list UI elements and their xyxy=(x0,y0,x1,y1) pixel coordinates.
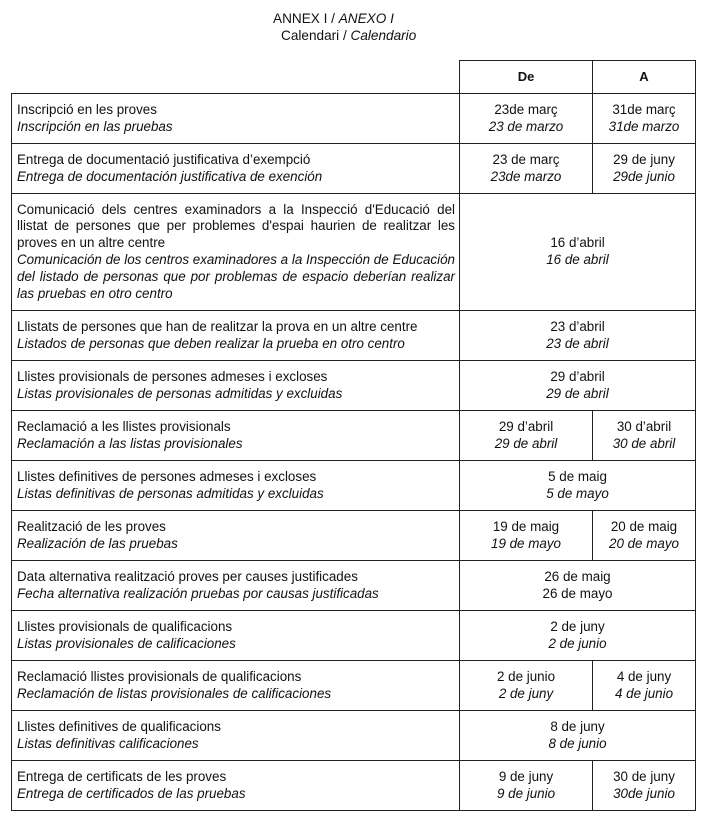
to-date-cell xyxy=(593,511,696,561)
from-date-cell xyxy=(460,761,593,811)
table-row xyxy=(12,361,696,411)
table-header-row xyxy=(12,61,696,94)
activity-cell xyxy=(12,711,460,761)
activity-es: Comunicación de los centros examinadores a la Inspección de Educación del listado de personas que por problemas de espacio deberían realizar las pruebas en otro centro xyxy=(17,252,455,301)
to-date-cell xyxy=(593,94,696,144)
from-date-ca: 23 de març xyxy=(492,151,560,167)
table-row xyxy=(12,144,696,194)
from-date-es: 9 de junio xyxy=(496,785,556,801)
date-cell xyxy=(460,711,696,761)
table-row xyxy=(12,611,696,661)
date-cell xyxy=(460,194,696,311)
from-date-es: 23 de marzo xyxy=(488,118,564,134)
date-es: 23 de abril xyxy=(546,335,609,351)
to-date-es: 29de junio xyxy=(613,168,675,184)
annex-heading xyxy=(273,10,394,27)
to-date-cell xyxy=(593,411,696,461)
table-row xyxy=(12,461,696,511)
activity-cell xyxy=(12,361,460,411)
activity-cell xyxy=(12,761,460,811)
header-to: A xyxy=(593,61,696,94)
activity-cell xyxy=(12,311,460,361)
activity-ca: Entrega de documentació justificativa d’exempció xyxy=(17,151,311,167)
to-date-ca: 31de març xyxy=(612,101,676,117)
calendar-heading xyxy=(281,27,416,44)
from-date-ca: 19 de maig xyxy=(492,518,560,534)
activity-ca: Llistats de persones que han de realitzar la prova en un altre centre xyxy=(17,318,418,334)
date-ca: 26 de maig xyxy=(544,568,611,584)
activity-es: Fecha alternativa realización pruebas por causas justificadas xyxy=(17,585,379,601)
calendar-heading-ca: Calendari / xyxy=(281,28,351,43)
date-ca: 29 d’abril xyxy=(550,368,605,384)
activity-cell xyxy=(12,611,460,661)
date-cell xyxy=(460,311,696,361)
annex-heading-es: ANEXO I xyxy=(338,11,394,26)
table-row xyxy=(12,311,696,361)
activity-es: Listas provisionales de calificaciones xyxy=(17,635,236,651)
date-es: 26 de mayo xyxy=(542,585,613,601)
to-date-ca: 29 de juny xyxy=(613,151,675,167)
to-date-ca: 20 de maig xyxy=(610,518,678,534)
from-date-es: 19 de mayo xyxy=(491,535,561,551)
date-cell xyxy=(460,561,696,611)
calendar-heading-es: Calendario xyxy=(350,28,417,43)
date-ca: 23 d’abril xyxy=(550,318,605,334)
activity-ca: Llistes definitives de persones admeses i excloses xyxy=(17,468,317,484)
table-row xyxy=(12,511,696,561)
date-es: 2 de junio xyxy=(548,635,607,651)
activity-ca: Entrega de certificats de les proves xyxy=(17,768,227,784)
to-date-cell xyxy=(593,144,696,194)
date-cell xyxy=(460,361,696,411)
from-date-es: 29 de abril xyxy=(494,435,558,451)
activity-es: Realización de las pruebas xyxy=(17,535,178,551)
date-cell xyxy=(460,611,696,661)
from-date-ca: 9 de juny xyxy=(498,768,554,784)
activity-cell xyxy=(12,661,460,711)
table-row xyxy=(12,711,696,761)
activity-es: Inscripción en las pruebas xyxy=(17,118,173,134)
to-date-es: 4 de junio xyxy=(614,685,674,701)
from-date-cell xyxy=(460,144,593,194)
activity-es: Listas definitivas de personas admitidas y excluidas xyxy=(17,485,324,501)
activity-es: Listas definitivas calificaciones xyxy=(17,735,199,751)
date-ca: 8 de juny xyxy=(550,718,605,734)
from-date-cell xyxy=(460,511,593,561)
activity-cell xyxy=(12,511,460,561)
activity-ca: Llistes provisionals de qualificacions xyxy=(17,618,233,634)
to-date-ca: 30 d’abril xyxy=(616,418,672,434)
date-ca: 5 de maig xyxy=(548,468,607,484)
table-row xyxy=(12,561,696,611)
date-es: 8 de junio xyxy=(548,735,607,751)
table-row xyxy=(12,761,696,811)
from-date-ca: 23de març xyxy=(494,101,558,117)
activity-ca: Llistes provisionals de persones admeses i excloses xyxy=(17,368,328,384)
activity-cell xyxy=(12,144,460,194)
to-date-es: 20 de mayo xyxy=(609,535,679,551)
activity-es: Entrega de documentación justificativa de exención xyxy=(17,168,323,184)
date-cell xyxy=(460,461,696,511)
activity-ca: Inscripció en les proves xyxy=(17,101,157,117)
date-es: 16 de abril xyxy=(546,252,609,267)
activity-es: Reclamación de listas provisionales de calificaciones xyxy=(17,685,332,701)
activity-cell xyxy=(12,194,460,311)
activity-es: Reclamación a las listas provisionales xyxy=(17,435,243,451)
header-from: De xyxy=(460,61,593,94)
table-row xyxy=(12,411,696,461)
calendar-table xyxy=(11,60,696,811)
from-date-cell xyxy=(460,411,593,461)
date-es: 5 de mayo xyxy=(546,485,609,501)
activity-ca: Realització de les proves xyxy=(17,518,166,534)
to-date-ca: 4 de juny xyxy=(616,668,672,684)
date-ca: 2 de juny xyxy=(550,618,605,634)
activity-ca: Llistes definitives de qualificacions xyxy=(17,718,221,734)
activity-cell xyxy=(12,561,460,611)
activity-ca: Data alternativa realització proves per causes justificades xyxy=(17,568,358,584)
activity-es: Entrega de certificados de las pruebas xyxy=(17,785,246,801)
header-blank-cell xyxy=(12,61,460,94)
table-row xyxy=(12,194,696,311)
activity-cell xyxy=(12,461,460,511)
date-ca: 16 d’abril xyxy=(550,235,605,251)
from-date-ca: 29 d’abril xyxy=(498,418,554,434)
to-date-ca: 30 de juny xyxy=(613,768,675,784)
from-date-ca: 2 de junio xyxy=(496,668,556,684)
from-date-cell xyxy=(460,94,593,144)
to-date-es: 30 de abril xyxy=(612,435,676,451)
activity-es: Listados de personas que deben realizar la prueba en otro centro xyxy=(17,335,405,351)
table-row xyxy=(12,661,696,711)
annex-heading-ca: ANNEX I / xyxy=(273,11,339,26)
table-row xyxy=(12,94,696,144)
activity-es: Listas provisionales de personas admitidas y excluidas xyxy=(17,385,343,401)
from-date-es: 23de marzo xyxy=(490,168,562,184)
date-es: 29 de abril xyxy=(546,385,609,401)
to-date-cell xyxy=(593,761,696,811)
activity-cell xyxy=(12,411,460,461)
activity-ca: Reclamació a les llistes provisionals xyxy=(17,418,231,434)
to-date-es: 31de marzo xyxy=(608,118,680,134)
to-date-es: 30de junio xyxy=(613,785,675,801)
activity-ca: Reclamació llistes provisionals de qualificacions xyxy=(17,668,302,684)
from-date-es: 2 de juny xyxy=(498,685,554,701)
to-date-cell xyxy=(593,661,696,711)
activity-ca: Comunicació dels centres examinadors a la Inspecció d'Educació del llistat de persones que per problemes d'espai haurien de realitzar les proves en un altre centre xyxy=(17,201,455,251)
from-date-cell xyxy=(460,661,593,711)
activity-cell xyxy=(12,94,460,144)
